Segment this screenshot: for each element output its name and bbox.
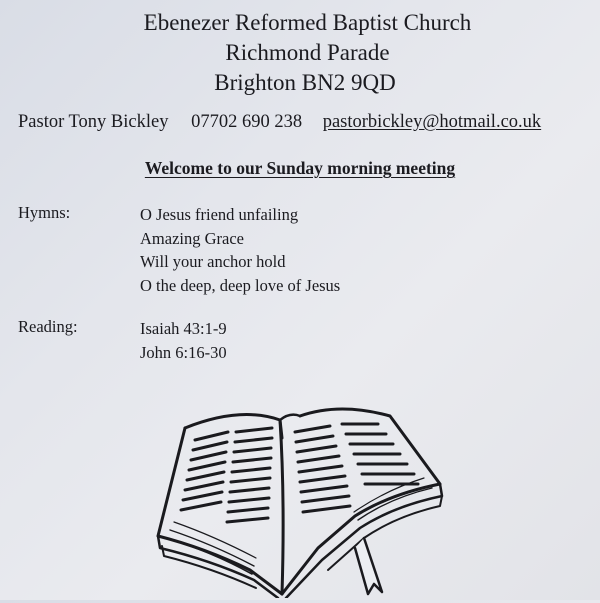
reading-item: John 6:16-30 [140,342,227,362]
reading-label: Reading: [18,317,78,336]
reading-item: Isaiah 43:1-9 [140,319,227,338]
hymns-list [140,203,340,297]
hymn-item: Will your anchor hold [140,252,286,271]
pastor-name: Pastor Tony Bickley [18,112,169,132]
church-name: Ebenezer Reformed Baptist Church [143,10,472,35]
church-address [0,8,600,98]
contact-line [18,112,541,133]
hymn-item: O the deep, deep love of Jesus [140,275,341,295]
welcome-heading: Welcome to our Sunday morning meeting [144,158,456,178]
hymn-item: Amazing Grace [140,228,244,248]
pastor-phone: 07702 690 238 [191,112,303,132]
church-street: Richmond Parade [225,40,390,65]
church-city: Brighton BN2 9QD [214,70,396,95]
hymn-item: O Jesus friend unfailing [140,205,299,224]
hymns-label: Hymns: [18,203,71,222]
open-bible-icon [150,398,450,598]
reading-list [140,317,227,364]
pastor-email-link[interactable]: pastorbickley@hotmail.co.uk [322,112,542,132]
